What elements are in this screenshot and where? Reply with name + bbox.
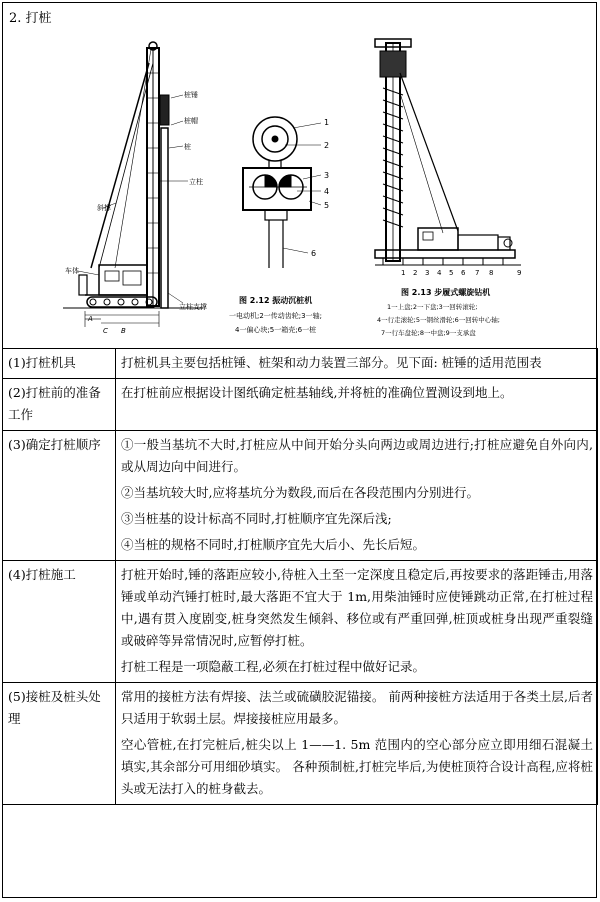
table-row bbox=[3, 683, 598, 805]
paragraph: 打桩工程是一项隐蔽工程,必须在打桩过程中做好记录。 bbox=[121, 659, 425, 674]
rig-num-4: 4 bbox=[437, 269, 442, 277]
vibratory-driver-figure bbox=[243, 117, 321, 268]
paragraph: ④当桩的规格不同时,打桩顺序宜先大后小、先长后短。 bbox=[121, 537, 425, 552]
pile-driver-figure bbox=[63, 42, 203, 327]
legend-auger-2: 4一行走滚轮;5一钢丝滑轮;6一回转中心轴; bbox=[377, 316, 500, 324]
row-head: (3)确定打桩顺序 bbox=[3, 431, 116, 561]
paragraph: ①一般当基坑不大时,打桩应从中间开始分头向两边或周边进行;打桩应避免自外向内,或从周边向中间进行。 bbox=[121, 437, 593, 474]
row-head: (2)打桩前的准备工作 bbox=[3, 379, 116, 431]
auger-rig-figure bbox=[375, 39, 521, 265]
row-body bbox=[116, 431, 598, 561]
rig-num-9: 9 bbox=[517, 269, 522, 277]
paragraph: ③当桩基的设计标高不同时,打桩顺序宜先深后浅; bbox=[121, 511, 392, 526]
rig-num-8: 8 bbox=[489, 269, 494, 277]
caption-auger: 图 2.13 步履式螺旋钻机 bbox=[401, 288, 491, 297]
pile-driving-table bbox=[2, 348, 598, 805]
label-pile: 桩 bbox=[184, 143, 191, 151]
callout-1: 1 bbox=[324, 118, 330, 127]
callout-3: 3 bbox=[324, 171, 330, 180]
label-car-body: 车体 bbox=[65, 267, 79, 275]
paragraph: ②当基坑较大时,应将基坑分为数段,而后在各段范围内分别进行。 bbox=[121, 485, 479, 500]
rig-num-6: 6 bbox=[461, 269, 466, 277]
legend-vibratory-1: 一电动机;2一传动齿轮;3一轴; bbox=[229, 312, 322, 320]
figures-svg bbox=[3, 3, 598, 348]
callout-5: 5 bbox=[324, 201, 330, 210]
label-column: 立柱 bbox=[189, 178, 203, 186]
rig-num-5: 5 bbox=[449, 269, 454, 277]
label-brace: 斜撑 bbox=[97, 204, 111, 212]
document-page bbox=[2, 2, 597, 898]
paragraph: 打桩机具主要包括桩锤、桩架和动力装置三部分。见下面: 桩锤的适用范围表 bbox=[121, 355, 542, 370]
label-dim-c: C bbox=[103, 327, 108, 335]
rig-num-7: 7 bbox=[475, 269, 480, 277]
paragraph: 在打桩前应根据设计图纸确定桩基轴线,并将桩的准确位置测设到地上。 bbox=[121, 385, 513, 400]
row-body bbox=[116, 349, 598, 379]
paragraph: 打桩开始时,锤的落距应较小,待桩入土至一定深度且稳定后,再按要求的落距锤击,用落锤或单动汽锤打桩时,最大落距不宜大于 1m,用柴油锤时应使锤跳动正常,在打桩过程中,遇有贯入度剧变,桩身突然发生倾斜、移位或有严重回弹,桩顶或桩身出现严重裂缝或破碎等异常情况时,应暂停打桩。 bbox=[121, 567, 593, 648]
table-row bbox=[3, 379, 598, 431]
rig-num-3: 3 bbox=[425, 269, 430, 277]
label-column-support: 立柱支撑 bbox=[179, 303, 207, 311]
caption-vibratory: 图 2.12 振动沉桩机 bbox=[239, 296, 313, 305]
label-dim-a: A bbox=[88, 315, 93, 323]
table-row bbox=[3, 561, 598, 683]
row-head: (1)打桩机具 bbox=[3, 349, 116, 379]
callout-6: 6 bbox=[311, 249, 317, 258]
figure-area bbox=[3, 3, 596, 348]
callout-4: 4 bbox=[324, 187, 330, 196]
label-pile-cap: 桩帽 bbox=[184, 117, 198, 125]
row-head: (5)接桩及桩头处理 bbox=[3, 683, 116, 805]
legend-auger-3: 7一行车盘轮;8一中盘;9一支承盘 bbox=[381, 329, 476, 337]
table-row bbox=[3, 349, 598, 379]
rig-num-2: 2 bbox=[413, 269, 418, 277]
table-row bbox=[3, 431, 598, 561]
rig-num-1: 1 bbox=[401, 269, 406, 277]
row-body bbox=[116, 379, 598, 431]
paragraph: 空心管桩,在打完桩后,桩尖以上 1——1. 5m 范围内的空心部分应立即用细石混凝土填实,其余部分可用细砂填实。 各种预制桩,打桩完毕后,为使桩顶符合设计高程,应将桩头或无法打入的桩身截去。 bbox=[121, 737, 593, 796]
paragraph: 常用的接桩方法有焊接、法兰或硫磺胶泥锚接。 前两种接桩方法适用于各类土层,后者只适用于软弱土层。焊接接桩应用最多。 bbox=[121, 689, 593, 726]
legend-vibratory-2: 4一偏心块;5一箱壳;6一桩 bbox=[235, 326, 317, 334]
label-dim-b: B bbox=[121, 327, 126, 335]
row-body bbox=[116, 683, 598, 805]
auger-number-labels bbox=[401, 269, 521, 277]
vibratory-callouts bbox=[311, 118, 329, 258]
row-head: (4)打桩施工 bbox=[3, 561, 116, 683]
row-body bbox=[116, 561, 598, 683]
section-title: 2. 打桩 bbox=[9, 11, 52, 26]
label-hammer: 桩锤 bbox=[184, 91, 198, 99]
callout-2: 2 bbox=[324, 141, 330, 150]
legend-auger-1: 1一上盘;2一下盘;3一回转滚轮; bbox=[387, 303, 478, 311]
